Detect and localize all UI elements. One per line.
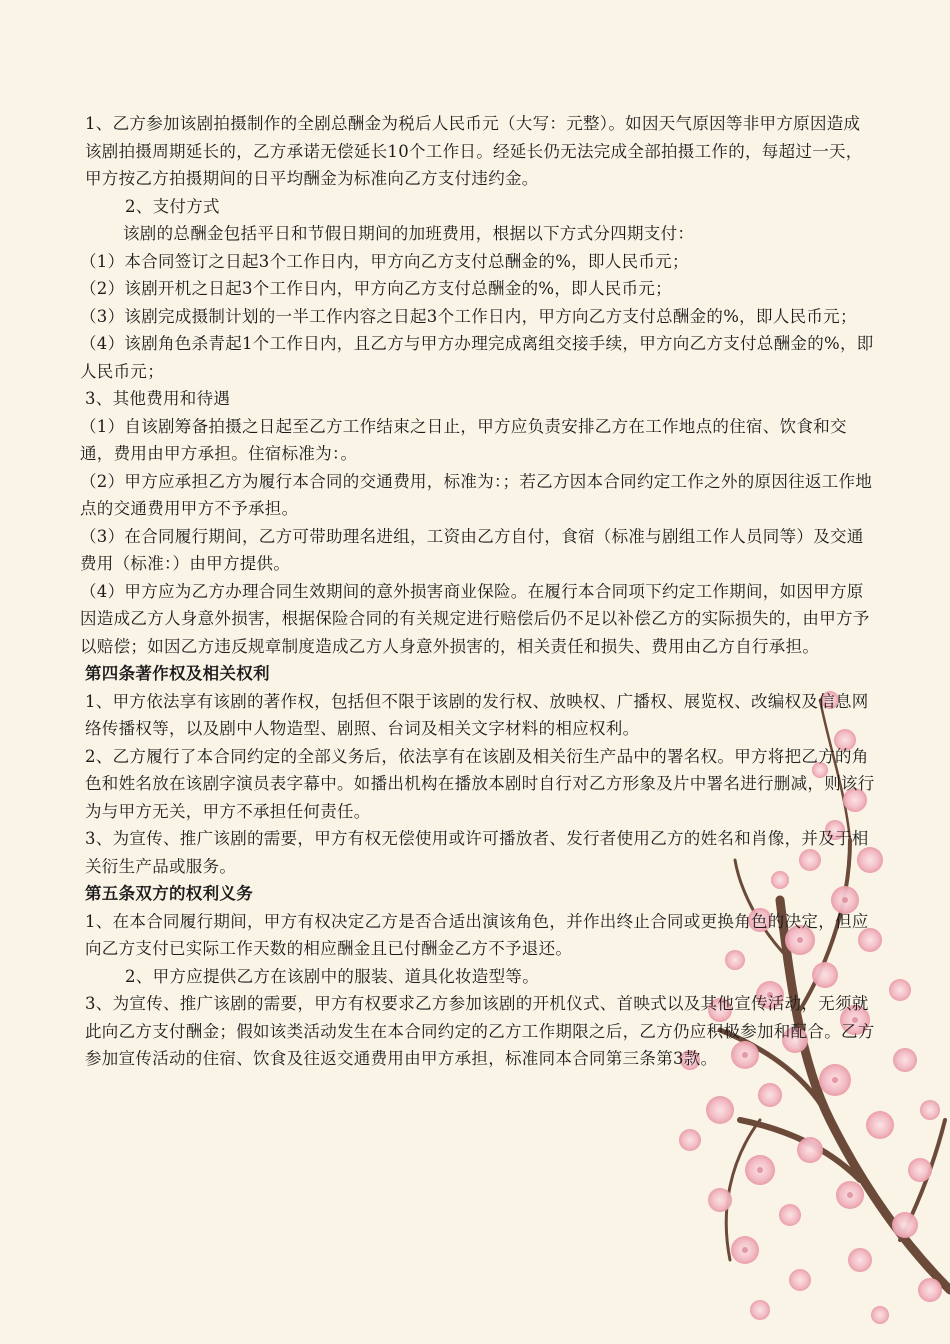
article-4-item-2: 2、乙方履行了本合同约定的全部义务后，依法享有在该剧及相关衍生产品中的署名权。甲方将把乙方的角色和姓名放在该剧字演员表字幕中。如播出机构在播放本剧时自行对乙方形象及片中署名进行删减，则该行为与甲方无关，甲方不承担任何责任。 bbox=[85, 746, 875, 821]
payment-item-4: （4）该剧角色杀青起1个工作日内，且乙方与甲方办理完成离组交接手续，甲方向乙方支付总酬金的%，即人民币元； bbox=[80, 334, 874, 381]
payment-item-1: （1）本合同签订之日起3个工作日内，甲方向乙方支付总酬金的%，即人民币元； bbox=[80, 251, 689, 271]
article-4-heading: 第四条著作权及相关权利 bbox=[85, 664, 270, 683]
expense-item-2: （2）甲方应承担乙方为履行本合同的交通费用，标准为：；若乙方因本合同约定工作之外的原因往返工作地点的交通费用甲方不予承担。 bbox=[80, 471, 873, 518]
payment-intro: 该剧的总酬金包括平日和节假日期间的加班费用，根据以下方式分四期支付： bbox=[123, 224, 695, 243]
article-4-item-1: 1、甲方依法享有该剧的著作权，包括但不限于该剧的发行权、放映权、广播权、展览权、改编权及信息网络传播权等，以及剧中人物造型、剧照、台词及相关文字材料的相应权利。 bbox=[85, 691, 869, 738]
article-5-item-1: 1、在本合同履行期间，甲方有权决定乙方是否合适出演该角色，并作出终止合同或更换角色的决定，但应向乙方支付已实际工作天数的相应酬金且已付酬金乙方不予退还。 bbox=[85, 911, 869, 958]
contract-document bbox=[80, 110, 875, 1073]
payment-item-2: （2）该剧开机之日起3个工作日内，甲方向乙方支付总酬金的%，即人民币元； bbox=[80, 279, 672, 298]
clause-3-3-other-expenses-heading: 3、其他费用和待遇 bbox=[85, 389, 231, 408]
expense-item-3: （3）在合同履行期间，乙方可带助理名进组，工资由乙方自付，食宿（标准与剧组工作人员同等）及交通费用（标准：）由甲方提供。 bbox=[80, 526, 864, 573]
article-5-item-2: 2、甲方应提供乙方在该剧中的服装、道具化妆造型等。 bbox=[125, 966, 539, 986]
article-5-heading: 第五条双方的权利义务 bbox=[85, 884, 253, 903]
clause-3-1-remuneration: 1、乙方参加该剧拍摄制作的全剧总酬金为税后人民币元（大写：元整）。如因天气原因等非甲方原因造成该剧拍摄周期延长的，乙方承诺无偿延长10个工作日。经延长仍无法完成全部拍摄工作的，每超过一天，甲方按乙方拍摄期间的日平均酬金为标准向乙方支付违约金。 bbox=[85, 114, 863, 188]
article-4-item-3: 3、为宣传、推广该剧的需要，甲方有权无偿使用或许可播放者、发行者使用乙方的姓名和肖像，并及于相关衍生产品或服务。 bbox=[85, 829, 869, 876]
clause-3-2-payment-heading: 2、支付方式 bbox=[125, 196, 220, 216]
article-5-item-3: 3、为宣传、推广该剧的需要，甲方有权要求乙方参加该剧的开机仪式、首映式以及其他宣传活动，无须就此向乙方支付酬金；假如该类活动发生在本合同约定的乙方工作期限之后，乙方仍应积极参加和配合。乙方参加宣传活动的住宿、饮食及往返交通费用由甲方承担，标准同本合同第三条第3款。 bbox=[85, 994, 875, 1068]
expense-item-4: （4）甲方应为乙方办理合同生效期间的意外损害商业保险。在履行本合同项下约定工作期间，如因甲方原因造成乙方人身意外损害，根据保险合同的有关规定进行赔偿后仍不足以补偿乙方的实际损失的，由甲方予以赔偿；如因乙方违反规章制度造成乙方人身意外损害的，相关责任和损失、费用由乙方自行承担。 bbox=[80, 581, 870, 656]
payment-item-3: （3）该剧完成摄制计划的一半工作内容之日起3个工作日内，甲方向乙方支付总酬金的%，即人民币元； bbox=[80, 306, 857, 326]
expense-item-1: （1）自该剧筹备拍摄之日起至乙方工作结束之日止，甲方应负责安排乙方在工作地点的住宿、饮食和交通，费用由甲方承担。住宿标准为：。 bbox=[80, 416, 847, 463]
